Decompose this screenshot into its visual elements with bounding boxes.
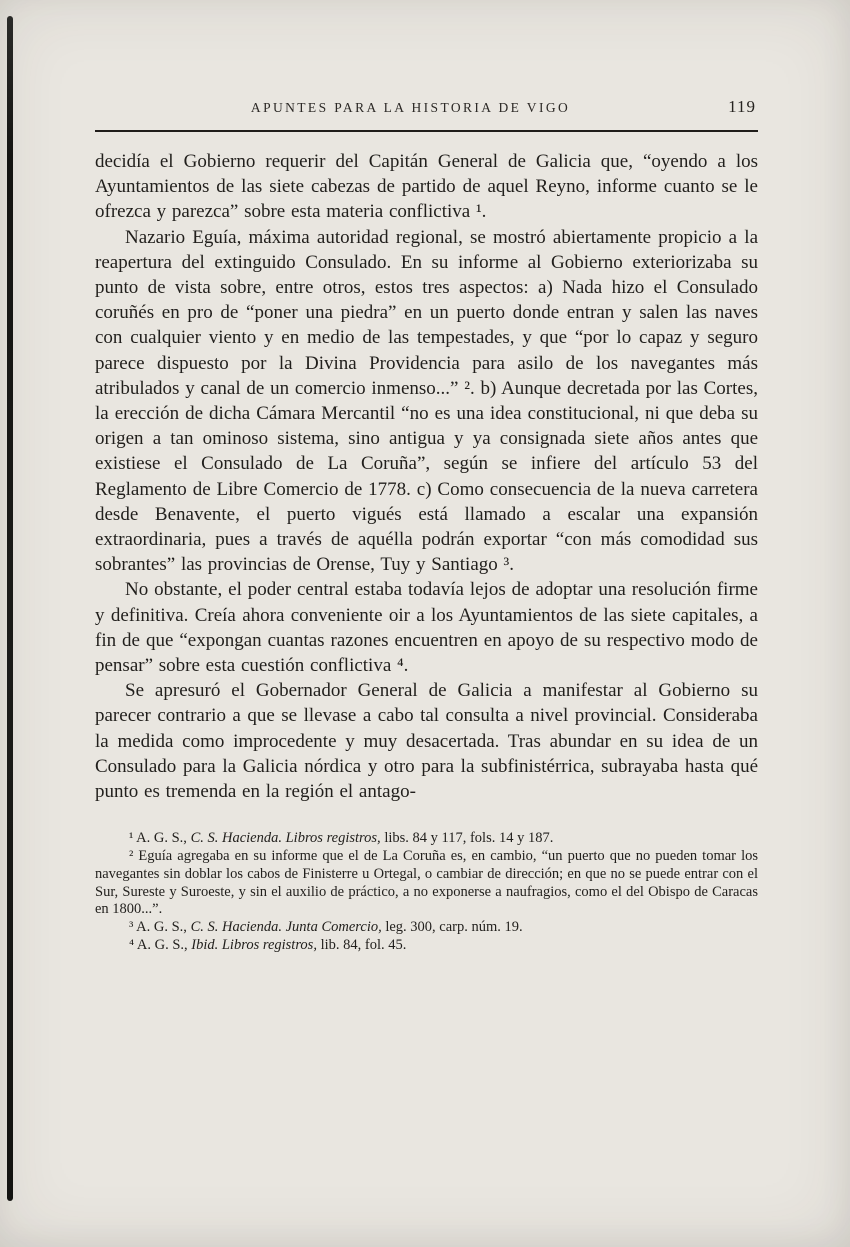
running-header-title: APUNTES PARA LA HISTORIA DE VIGO [250, 100, 571, 115]
body-text-block [95, 149, 758, 804]
header-divider-rule [95, 130, 758, 132]
footnote-4: ⁴ A. G. S., Ibid. Libros registros, lib. 84, fol. 45. [129, 937, 407, 954]
body-paragraph-4: Se apresuró el Gobernador General de Galicia a manifestar al Gobierno su parecer contrario a que se llevase a cabo tal consulta a nivel provincial. Consideraba la medida como improcedente y muy desacertada. Tras abundar en su idea de un Consulado para la Galicia nórdica y otro para la subfinistérrica, subrayaba hasta qué punto es tremenda en la región el antago- [95, 680, 758, 803]
body-paragraph-1: decidía el Gobierno requerir del Capitán General de Galicia que, “oyendo a los Ayuntamientos de las siete cabezas de partido de aquel Reyno, informe cuanto se le ofrezca y parezca” sobre esta materia conflictiva ¹. [95, 151, 758, 223]
body-paragraph-3: No obstante, el poder central estaba todavía lejos de adoptar una resolución firme y definitiva. Creía ahora conveniente oir a los Ayuntamientos de las siete capitales, a fin de que “expongan cuantas razones encuentren en apoyo de su respectivo modo de pensar” sobre esta cuestión conflictiva ⁴. [95, 579, 758, 677]
footnote-1: ¹ A. G. S., C. S. Hacienda. Libros registros, libs. 84 y 117, fols. 14 y 187. [129, 830, 554, 847]
page-number: 119 [728, 97, 756, 116]
page-content [95, 97, 758, 955]
body-paragraph-2: Nazario Eguía, máxima autoridad regional, se mostró abiertamente propicio a la reapertura del extinguido Consulado. En su informe al Gobierno exteriorizaba su punto de vista sobre, entre otros, estos tres aspectos: a) Nada hizo el Consulado coruñés en pro de “poner una piedra” en un puerto donde entran y salen las naves con cualquier viento y en medio de las tempestades, y que “por lo capaz y seguro parece dispuesto por la Divina Providencia para asilo de los navegantes más atribulados y canal de un comercio inmenso...” ². b) Aunque decretada por las Cortes, la erección de dicha Cámara Mercantil “no es una idea constitucional, ni que deba su origen a tan ominoso sistema, sino antigua y ya consignada siete años antes que existiese el Consulado de La Coruña”, según se infiere del artículo 53 del Reglamento de Libre Comercio de 1778. c) Como consecuencia de la nueva carretera desde Benavente, el puerto vigués está llamado a escalar una expansión extraordinaria, pues a través de aquélla podrán exportar “con más comodidad sus sobrantes” las provincias de Orense, Tuy y Santiago ³. [95, 226, 758, 576]
footnote-2: ² Eguía agregaba en su informe que el de La Coruña es, en cambio, “un puerto que no pueden tomar los navegantes sin doblar los cabos de Finisterre u Ortegal, o cambiar de dirección; en que no se puede entrar con el Sur, Sureste y Suroeste, y sin el auxilio de práctico, a no exponerse a naufragios, como el del Obispo de Caracas en 1800...”. [95, 848, 758, 918]
page-binding-shadow [7, 16, 13, 1201]
running-header [95, 97, 758, 120]
footnote-3: ³ A. G. S., C. S. Hacienda. Junta Comercio, leg. 300, carp. núm. 19. [129, 919, 523, 936]
footnotes-block [95, 830, 758, 955]
